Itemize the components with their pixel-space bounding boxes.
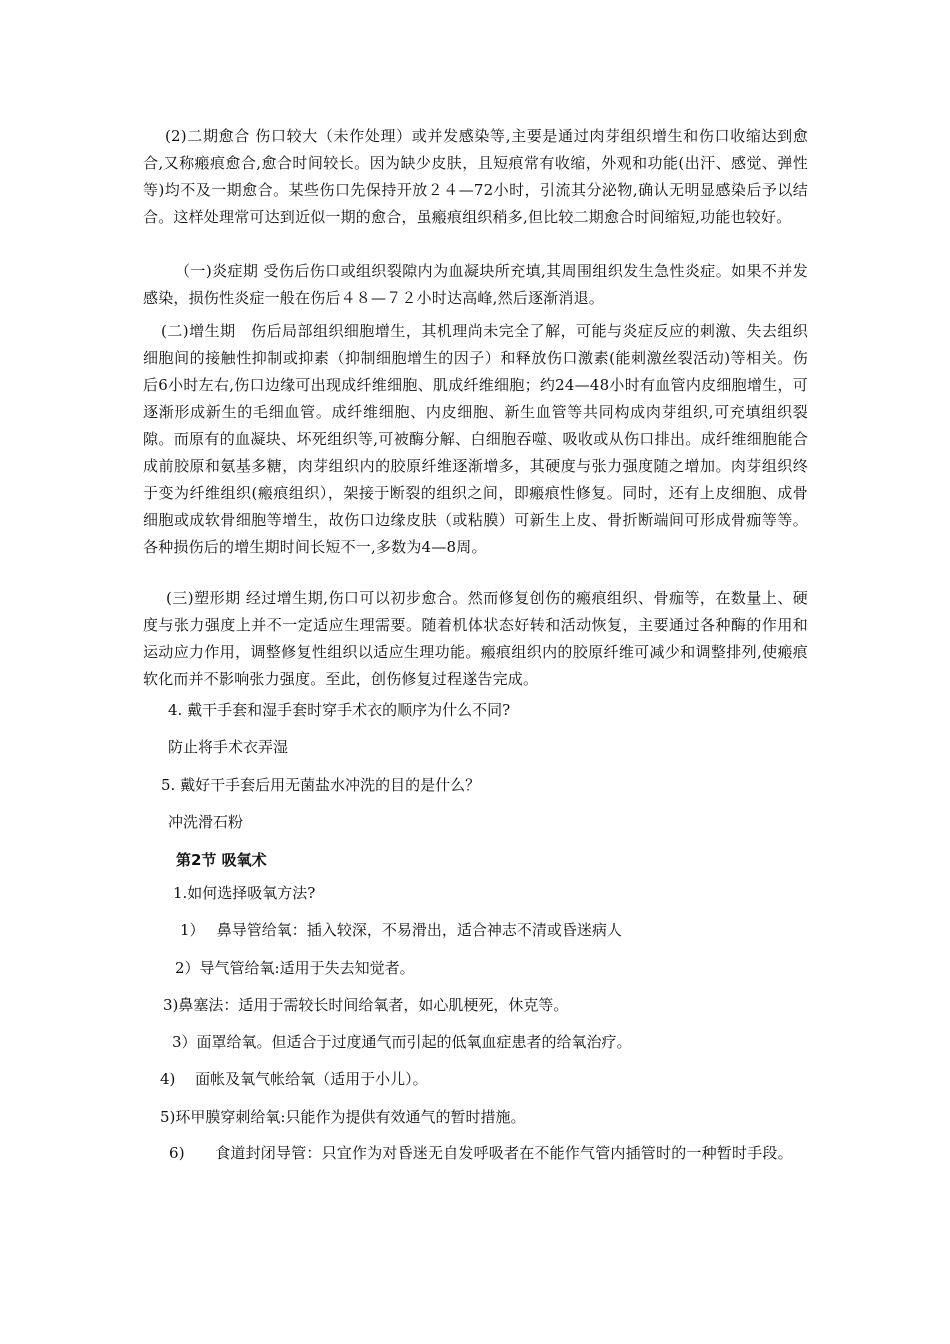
section-title: 第2节 吸氧术 [176,851,267,869]
oxygen-method-item: 2）导气管给氧:适用于失去知觉者。 [175,959,415,977]
question-4: 4. 戴干手套和湿手套时穿手术衣的顺序为什么不同? [168,701,511,719]
section-question: 1.如何选择吸氧方法? [173,884,316,902]
question-5: 5. 戴好干手套后用无菌盐水冲洗的目的是什么？ [161,776,481,794]
paragraph-secondary-healing: (2)二期愈合 伤口较大（未作处理）或并发感染等,主要是通过肉芽组织增生和伤口收缩达到愈合,又称瘢痕愈合,愈合时间较长。因为缺少皮肤，且短痕常有收缩，外观和功能(出汗、感觉、弹性等)均不及一期愈合。某些伤口先保持开放２４—72小时，引流其分泌物,确认无明显感染后予以结合。这样处理常可达到近似一期的愈合，虽瘢痕组织稍多,但比较二期愈合时间缩短,功能也较好。 [143,127,808,226]
answer-5: 冲洗滑石粉 [168,813,244,831]
oxygen-method-item: 4) 面帐及氧气帐给氧（适用于小儿）。 [160,1070,428,1088]
oxygen-method-item: 3）面罩给氧。但适合于过度通气而引起的低氧血症患者的给氧治疗。 [172,1033,632,1051]
paragraph-inflammation-phase: （一)炎症期 受伤后伤口或组织裂隙内为血凝块所充填,其周围组织发生急性炎症。如果不并发感染，损伤性炎症一般在伤后４８—７２小时达高峰,然后逐渐消退。 [143,262,808,307]
oxygen-method-item: 5)环甲膜穿刺给氧:只能作为提供有效通气的暂时措施。 [160,1108,526,1126]
answer-4: 防止将手术衣弄湿 [168,738,289,756]
paragraph-proliferation-phase: (二)增生期 伤后局部组织细胞增生，其机理尚未完全了解，可能与炎症反应的刺激、失去组织细胞间的接触性抑制或抑素（抑制细胞增生的因子）和释放伤口激素(能刺激丝裂活动)等相关。伤后6小时左右,伤口边缘可出现成纤维细胞、肌成纤维细胞；约24—48小时有血管内皮细胞增生，可逐渐形成新生的毛细血管。成纤维细胞、内皮细胞、新生血管等共同构成肉芽组织,可充填组织裂隙。而原有的血凝块、坏死组织等,可被酶分解、白细胞吞噬、吸收或从伤口排出。成纤维细胞能合成前胶原和氨基多糖，肉芽组织内的胶原纤维逐渐增多，其硬度与张力强度随之增加。肉芽组织终于变为纤维组织(瘢痕组织），架接于断裂的组织之间，即瘢痕性修复。同时，还有上皮细胞、成骨细胞或成软骨细胞等增生，故伤口边缘皮肤（或粘膜）可新生上皮、骨折断端间可形成骨痂等等。各种损伤后的增生期时间长短不一,多数为4—8周。 [143,322,808,556]
oxygen-method-item: 3)鼻塞法：适用于需较长时间给氧者，如心肌梗死，休克等。 [163,996,569,1014]
oxygen-method-item: 1） 鼻导管给氧：插入较深，不易滑出，适合神志不清或昏迷病人 [180,921,622,939]
oxygen-method-item: 6) 食道封闭导管：只宜作为对昏迷无自发呼吸者在不能作气管内插管时的一种暂时手段。 [169,1144,793,1162]
paragraph-remodeling-phase: (三)塑形期 经过增生期,伤口可以初步愈合。然而修复创伤的瘢痕组织、骨痂等，在数量上、硬度与张力强度上并不一定适应生理需要。随着机体状态好转和活动恢复，主要通过各种酶的作用和运动应力作用，调整修复性组织以适应生理功能。瘢痕组织内的胶原纤维可减少和调整排列,使瘢痕软化而并不影响张力强度。至此，创伤修复过程遂告完成。 [143,589,808,688]
